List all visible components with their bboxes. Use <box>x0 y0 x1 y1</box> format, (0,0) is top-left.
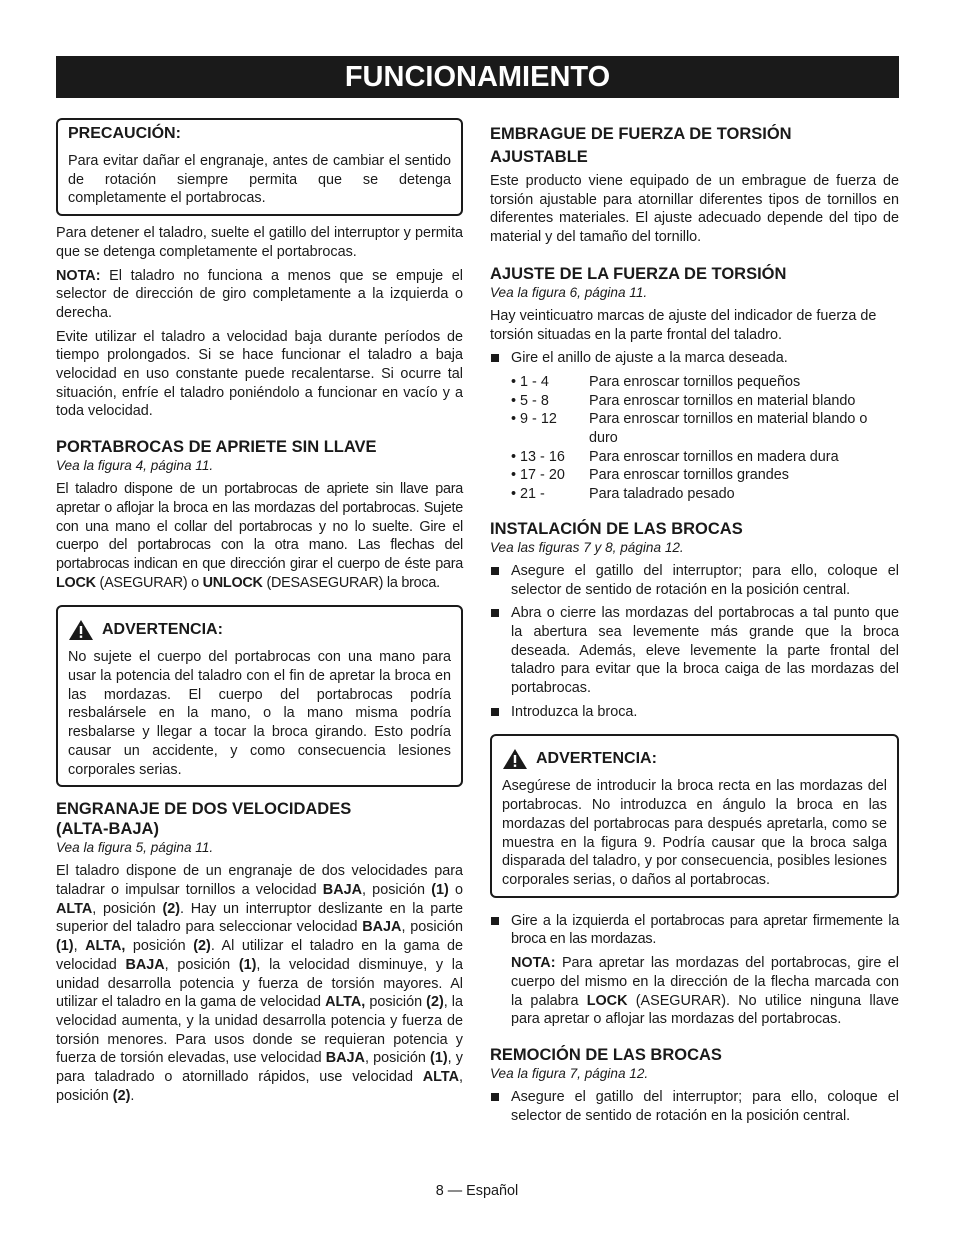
clutch-heading <box>490 123 899 169</box>
note-label: NOTA: <box>56 267 101 284</box>
keyless-chuck-heading: PORTABROCAS DE APRIETE SIN LLAVE <box>56 438 377 457</box>
torque-range: • 1 - 4 <box>511 373 549 390</box>
stop-paragraph: Para detener el taladro, suelte el gatillo del interruptor y permita que se detenga completamente el portabrocas. <box>56 225 463 260</box>
note-2-label: NOTA: <box>511 955 556 972</box>
bullet-text: Abra o cierre las mordazas del portabrocas a tal punto que la abertura sea levemente más grande que la broca deseada. Además, eleve levemente la parte frontal del taladro para evitar que la broca caiga de las mordazas del portabrocas. <box>511 605 899 697</box>
caution-box <box>56 118 463 216</box>
unlock-label: UNLOCK <box>202 574 263 591</box>
chuck-text-3: (DESASEGURAR) la broca. <box>262 574 440 591</box>
page-number: 8 — Español <box>435 1183 519 1199</box>
removal-heading: REMOCIÓN DE LAS BROCAS <box>490 1045 722 1064</box>
removal-ref: Vea la figura 7, página 12. <box>490 1065 649 1081</box>
chuck-text-1: El taladro dispone de un portabrocas de apriete sin llave para apretar o aflojar la broca en las mordazas del portabrocas. Sujete con una mano el collar del portabrocas y no lo suelte. Gire el cuerpo del portabrocas con la otra mano. Las flechas del portabrocas indican en que dirección girar el cuerpo de éste para <box>56 481 463 572</box>
removal-bullets <box>490 1088 899 1125</box>
bullet-square-icon <box>491 708 499 716</box>
install-heading: INSTALACIÓN DE LAS BROCAS <box>490 519 743 538</box>
torque-use: Para enroscar tornillos pequeños <box>589 373 801 390</box>
lock-label: LOCK <box>56 574 96 591</box>
two-speed-ref: Vea la figura 5, página 11. <box>56 840 214 856</box>
bullet-square-icon <box>491 1093 499 1101</box>
torque-settings-table <box>511 373 899 504</box>
two-speed-heading-line2: (ALTA-BAJA) <box>56 820 159 839</box>
note-text: El taladro no funciona a menos que se empuje el selector de dirección de giro completamente a la izquierda o derecha. <box>56 267 463 321</box>
clutch-heading-line1: EMBRAGUE DE FUERZA DE TORSIÓN <box>490 125 792 143</box>
torque-use: Para enroscar tornillos en madera dura <box>589 448 839 465</box>
warning-box <box>56 605 463 787</box>
warning-title-row <box>68 619 451 641</box>
tighten-bullets <box>490 912 899 949</box>
list-item <box>490 1088 899 1125</box>
list-item <box>490 349 899 368</box>
note-2-lock: LOCK <box>586 992 628 1009</box>
torque-row <box>511 373 899 392</box>
list-item <box>490 562 899 599</box>
bullet-text: Asegure el gatillo del interruptor; para ello, coloque el selector de sentido de rotación en la posición central. <box>511 1088 899 1124</box>
torque-range: • 9 - 12 <box>511 411 557 428</box>
keyless-chuck-text <box>56 480 463 592</box>
torque-bullets <box>490 349 899 368</box>
clutch-heading-line2: AJUSTABLE <box>490 148 588 166</box>
left-column <box>56 118 463 1110</box>
torque-use: Para enroscar tornillos grandes <box>589 467 789 484</box>
bullet-square-icon <box>491 354 499 362</box>
warning-text: Asegúrese de introducir la broca recta en las mordazas del portabrocas. No introduzca en ángulo la broca en las mordazas del portabrocas para después apretarla, como se muestra en la figura 9. Podría causar que la broca salga disparada del taladro, y por consecuencia, posibles lesiones corporales serias, o daños al portabrocas. <box>502 778 887 888</box>
torque-ref: Vea la figura 6, página 11. <box>490 284 648 300</box>
note-2-paragraph <box>511 954 899 1029</box>
bullet-square-icon <box>491 917 499 925</box>
caution-text: Para evitar dañar el engranaje, antes de cambiar el sentido de rotación siempre permita que se detenga completamente el portabrocas. <box>68 153 451 207</box>
two-speed-heading <box>56 799 463 839</box>
torque-text: Hay veinticuatro marcas de ajuste del indicador de fuerza de torsión situadas en la parte frontal del taladro. <box>490 307 877 343</box>
warning-triangle-icon <box>502 748 528 770</box>
torque-row <box>511 466 899 485</box>
torque-range: • 21 - <box>511 486 545 503</box>
warning-box-2 <box>490 734 899 897</box>
two-speed-heading-line1: ENGRANAJE DE DOS VELOCIDADES <box>56 800 352 819</box>
torque-row <box>511 448 899 467</box>
torque-range: • 13 - 16 <box>511 448 565 465</box>
torque-use: Para enroscar tornillos en material blando <box>589 392 856 409</box>
bullet-square-icon <box>491 609 499 617</box>
warning-title: ADVERTENCIA: <box>536 750 657 768</box>
bullet-text: Introduzca la broca. <box>511 703 638 720</box>
chuck-text-2: (ASEGURAR) o <box>95 574 203 591</box>
bullet-text: Gire a la izquierda el portabrocas para apretar firmemente la broca en las mordazas. <box>511 912 899 948</box>
bullet-text: Asegure el gatillo del interruptor; para ello, coloque el selector de sentido de rotación en la posición central. <box>511 562 899 598</box>
two-speed-text: El taladro dispone de un engranaje de dos velocidades para taladrar o impulsar tornillos a velocidad BAJA, posición (1) o ALTA, posición (2). Hay un interruptor deslizante en la parte superior del taladro para seleccionar velocidad BAJA, posición (1), ALTA, posición (2). Al utilizar el taladro en la gama de velocidad BAJA, posición (1), la velocidad disminuye, y la unidad desarrolla potencia y fuerza de torsión mayores. Al utilizar el taladro en la gama de velocidad ALTA, posición (2), la velocidad aumenta, y la unidad desarrolla potencia y fuerza de torsión menores. Para usos donde se requieran potencia y fuerza de torsión elevadas, use velocidad BAJA, posición (1), y para taladrado o atornillado rápidos, use velocidad ALTA, posición (2). <box>56 863 464 1104</box>
bullet-square-icon <box>491 567 499 575</box>
torque-range: • 17 - 20 <box>511 467 565 484</box>
warning-title-row <box>502 748 887 770</box>
clutch-text: Este producto viene equipado de un embrague de fuerza de torsión ajustable para atornillar diferentes tipos de tornillos en diferentes materiales. El ajuste adecuado depende del tipo de material y del tamaño del tornillo. <box>490 173 899 246</box>
list-item <box>490 703 899 722</box>
torque-row <box>511 410 899 447</box>
torque-heading: AJUSTE DE LA FUERZA DE TORSIÓN <box>490 264 787 283</box>
torque-range: • 5 - 8 <box>511 392 549 409</box>
caution-title: PRECAUCIÓN: <box>68 125 181 142</box>
list-item <box>490 604 899 698</box>
note-2-text-1: Para apretar las mordazas del portabrocas, gire el cuerpo del mismo en la dirección de la flecha marcada con la palabra <box>511 955 899 1009</box>
note-2-text-2: (ASEGURAR). No utilice ninguna llave para apretar o aflojar las mordazas del portabrocas. <box>511 992 899 1028</box>
list-item <box>490 912 899 949</box>
low-speed-paragraph: Evite utilizar el taladro a velocidad baja durante períodos de tiempo prolongados. Si se hace funcionar el taladro a baja velocidad en uso constante puede recalentarse. Si ocurre tal situación, enfríe el taladro poniéndolo a funcionar en vacío y a toda velocidad. <box>56 328 463 420</box>
keyless-chuck-ref: Vea la figura 4, página 11. <box>56 458 214 474</box>
right-column <box>490 123 899 1130</box>
torque-use: Para enroscar tornillos en material blando o duro <box>589 411 868 447</box>
note-paragraph <box>56 267 463 323</box>
bullet-text: Gire el anillo de ajuste a la marca deseada. <box>511 350 788 367</box>
torque-row <box>511 392 899 411</box>
install-ref: Vea las figuras 7 y 8, página 12. <box>490 539 684 555</box>
warning-text: No sujete el cuerpo del portabrocas con una mano para usar la potencia del taladro con el fin de apretar la broca en las mordazas. El cuerpo del portabrocas podría resbalársele en la mano, o la mano misma podría resbalarse y llegar a tocar la broca girando. Esto podría causar un accidente, y como consecuencia lesiones corporales serias. <box>68 649 451 778</box>
torque-use: Para taladrado pesado <box>589 486 735 503</box>
warning-title: ADVERTENCIA: <box>102 621 223 639</box>
page-title: FUNCIONAMIENTO <box>56 56 899 98</box>
torque-row <box>511 485 899 504</box>
warning-triangle-icon <box>68 619 94 641</box>
install-bullets <box>490 562 899 722</box>
